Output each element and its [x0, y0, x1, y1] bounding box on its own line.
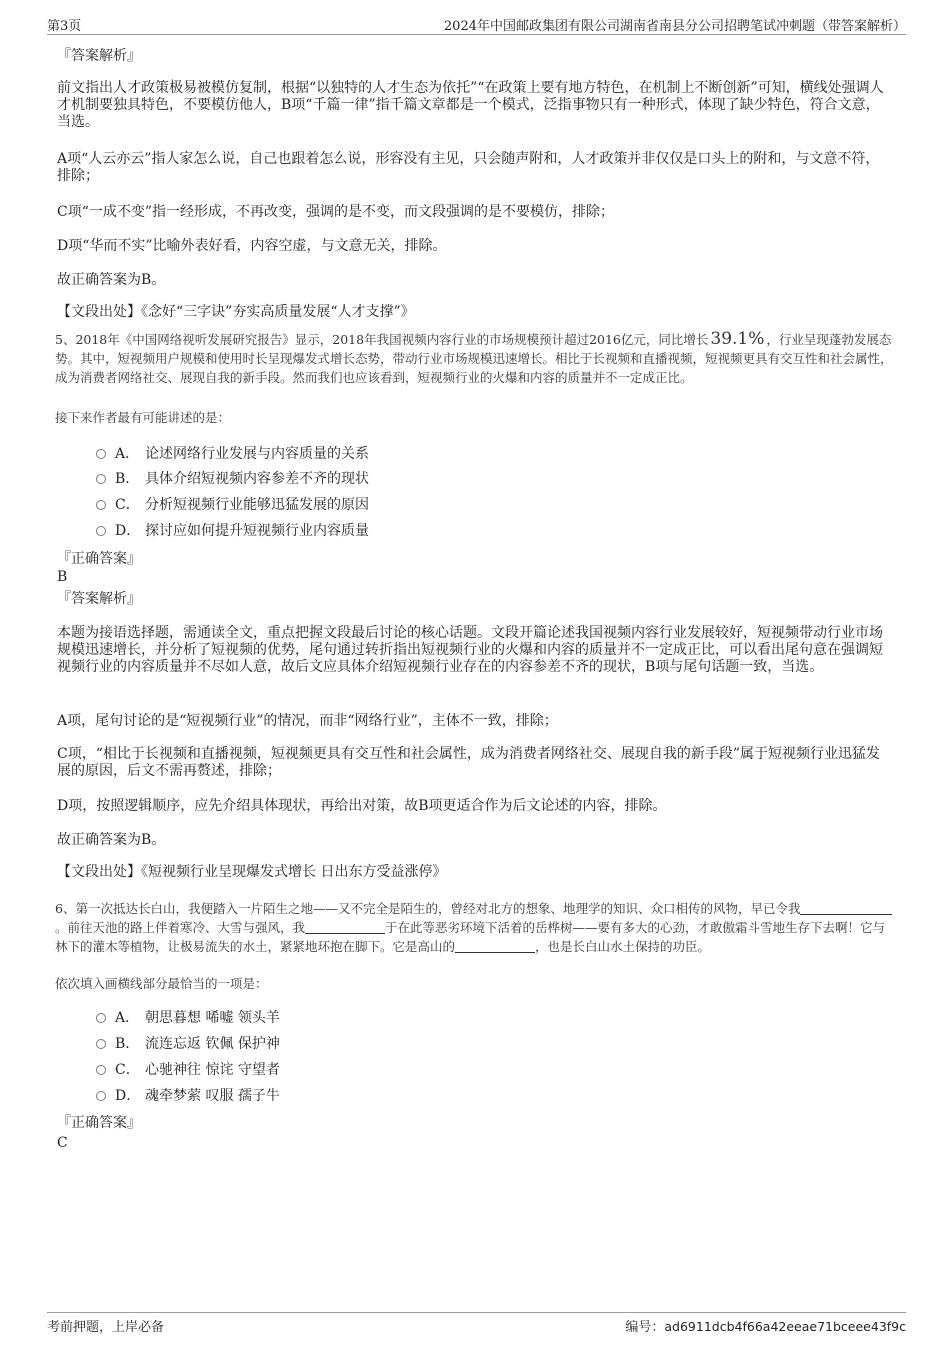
option-text: 论述网络行业发展与内容质量的关系 [145, 446, 369, 462]
q6-option-d[interactable] [96, 1087, 280, 1105]
q5-answer: B [57, 569, 68, 585]
option-key: C． [115, 497, 140, 513]
code-label: 编号： [625, 1320, 665, 1335]
q6-blank-3[interactable] [455, 940, 535, 953]
q5-growth-rate: 39.1% [710, 329, 765, 349]
q6-stem [55, 899, 893, 956]
q4-source: 【文段出处】《念好“三字诀”夯实高质量发展“人才支撑”》 [57, 304, 415, 320]
option-key: B． [115, 1036, 140, 1052]
q5-prompt: 接下来作者最有可能讲述的是： [55, 410, 231, 425]
q6-stem-part-b: 。前往天池的路上伴着寒冷、大雪与强风，我 [55, 920, 306, 935]
option-key: A． [115, 446, 140, 462]
radio-icon[interactable] [96, 1065, 106, 1075]
option-text: 魂牵梦萦 叹服 孺子牛 [145, 1088, 280, 1104]
option-text: 探讨应如何提升短视频行业内容质量 [145, 523, 369, 539]
page-number: 第3页 [47, 19, 82, 34]
radio-icon[interactable] [96, 500, 106, 510]
option-key: A． [115, 1010, 140, 1026]
q6-answer: C [57, 1135, 68, 1151]
q6-option-c[interactable] [96, 1061, 280, 1079]
document-title: 2024年中国邮政集团有限公司湖南省南县分公司招聘笔试冲刺题（带答案解析） [443, 19, 906, 34]
option-text: 分析短视频行业能够迅猛发展的原因 [145, 497, 369, 513]
q6-answer-label: 『正确答案』 [57, 1115, 141, 1131]
q6-option-a[interactable] [96, 1009, 280, 1027]
q6-blank-1[interactable] [800, 902, 892, 915]
q6-blank-2[interactable] [305, 921, 385, 934]
q5-source: 【文段出处】《短视频行业呈现爆发式增长 日出东方受益涨停》 [57, 864, 447, 880]
radio-icon[interactable] [96, 1091, 106, 1101]
q5-option-b[interactable] [96, 470, 369, 488]
radio-icon[interactable] [96, 1039, 106, 1049]
q5-stem-part-a: 5、2018年《中国网络视听发展研究报告》显示，2018年我国视频内容行业的市场规模预计超过2016亿元，同比增长 [55, 332, 709, 347]
q5-conclusion: 故正确答案为B。 [57, 832, 166, 848]
q6-stem-part-c: 于在此等恶劣环境下活着的岳桦树——要有多大的心劲，才敢傲霜斗雪地生存下去啊！它与林下的灌木等植物，让极易流失的水土，紧紧地环抱在脚下。它是高山的 [55, 920, 886, 954]
option-key: B． [115, 471, 140, 487]
q6-prompt: 依次填入画横线部分最恰当的一项是： [55, 976, 268, 991]
q5-analysis-p4: D项，按照逻辑顺序，应先介绍具体现状，再给出对策，故B项更适合作为后文论述的内容，排除。 [57, 798, 667, 814]
radio-icon[interactable] [96, 474, 106, 484]
q4-analysis-label: 『答案解析』 [57, 48, 141, 64]
option-text: 朝思暮想 唏嘘 领头羊 [145, 1010, 280, 1026]
option-key: D． [115, 523, 141, 539]
q6-option-b[interactable] [96, 1035, 280, 1053]
q5-analysis-p1: 本题为接语选择题，需通读全文，重点把握文段最后讨论的核心话题。文段开篇论述我国视频内容行业发展较好，短视频带动行业市场规模迅速增长，并分析了短视频的优势，尾句通过转折指出短视频行业的火爆和内容的质量并不一定成正比，可以看出尾句意在强调短视频行业的内容质量并不尽如人意，故后文应具体介绍短视频行业存在的内容参差不齐的现状，B项与尾句话题一致，当选。 [57, 625, 883, 675]
option-text: 心驰神往 惊诧 守望者 [145, 1062, 280, 1078]
option-text: 流连忘返 钦佩 保护神 [145, 1036, 280, 1052]
q6-stem-part-a: 6、第一次抵达长白山，我便踏入一片陌生之地——又不完全是陌生的，曾经对北方的想象、地理学的知识、众口相传的风物，早已令我 [55, 901, 801, 916]
q6-stem-part-d: ，也是长白山水土保持的功臣。 [535, 939, 711, 954]
q5-option-d[interactable] [96, 522, 369, 540]
radio-icon[interactable] [96, 526, 106, 536]
q4-analysis-p1: 前文指出人才政策极易被模仿复制，根据“以独特的人才生态为依托”“在政策上要有地方特色，在机制上不断创新”可知，横线处强调人才机制要独具特色，不要模仿他人，B项“千篇一律”指千篇文章都是一个模式，泛指事物只有一种形式，体现了缺少特色，符合文意，当选。 [57, 80, 884, 130]
q5-option-a[interactable] [96, 445, 369, 463]
q5-answer-label: 『正确答案』 [57, 551, 141, 567]
document-code [625, 1316, 906, 1335]
q5-analysis-p3: C项，“相比于长视频和直播视频，短视频更具有交互性和社会属性，成为消费者网络社交、展现自我的新手段”属于短视频行业迅猛发展的原因，后文不需再赘述，排除； [57, 746, 881, 779]
radio-icon[interactable] [96, 1013, 106, 1023]
q4-conclusion: 故正确答案为B。 [57, 272, 166, 288]
option-key: D． [115, 1088, 141, 1104]
q5-analysis-label: 『答案解析』 [57, 591, 141, 607]
page-footer [47, 1312, 906, 1335]
q4-analysis-p2: A项“人云亦云”指人家怎么说，自己也跟着怎么说，形容没有主见，只会随声附和，人才政策并非仅仅是口头上的附和，与文意不符，排除； [57, 151, 880, 184]
option-text: 具体介绍短视频内容参差不齐的现状 [145, 471, 369, 487]
q5-stem-part-b: ，行业呈现蓬勃发展态势。其中，短视频用户规模和使用时长呈现爆发式增长态势，带动行业市场规模迅速增长。相比于长视频和直播视频，短视频更具有交互性和社会属性，成为消费者网络社交、展现自我的新手段。然而我们也应该看到，短视频行业的火爆和内容的质量并不一定成正比。 [55, 332, 893, 385]
radio-icon[interactable] [96, 449, 106, 459]
option-key: C． [115, 1062, 140, 1078]
q5-analysis-p2: A项，尾句讨论的是“短视频行业”的情况，而非“网络行业”，主体不一致，排除； [57, 713, 558, 729]
q5-stem [55, 330, 893, 387]
code-value: ad6911dcb4f66a42eeae71bceee43f9c [664, 1319, 906, 1334]
q4-analysis-p3: C项“一成不变”指一经形成，不再改变，强调的是不变，而文段强调的是不要模仿，排除； [57, 204, 615, 220]
q4-analysis-p4: D项“华而不实”比喻外表好看，内容空虚，与文意无关，排除。 [57, 238, 447, 254]
page-header [47, 14, 906, 35]
footer-slogan: 考前押题，上岸必备 [47, 1320, 165, 1335]
q5-option-c[interactable] [96, 496, 369, 514]
